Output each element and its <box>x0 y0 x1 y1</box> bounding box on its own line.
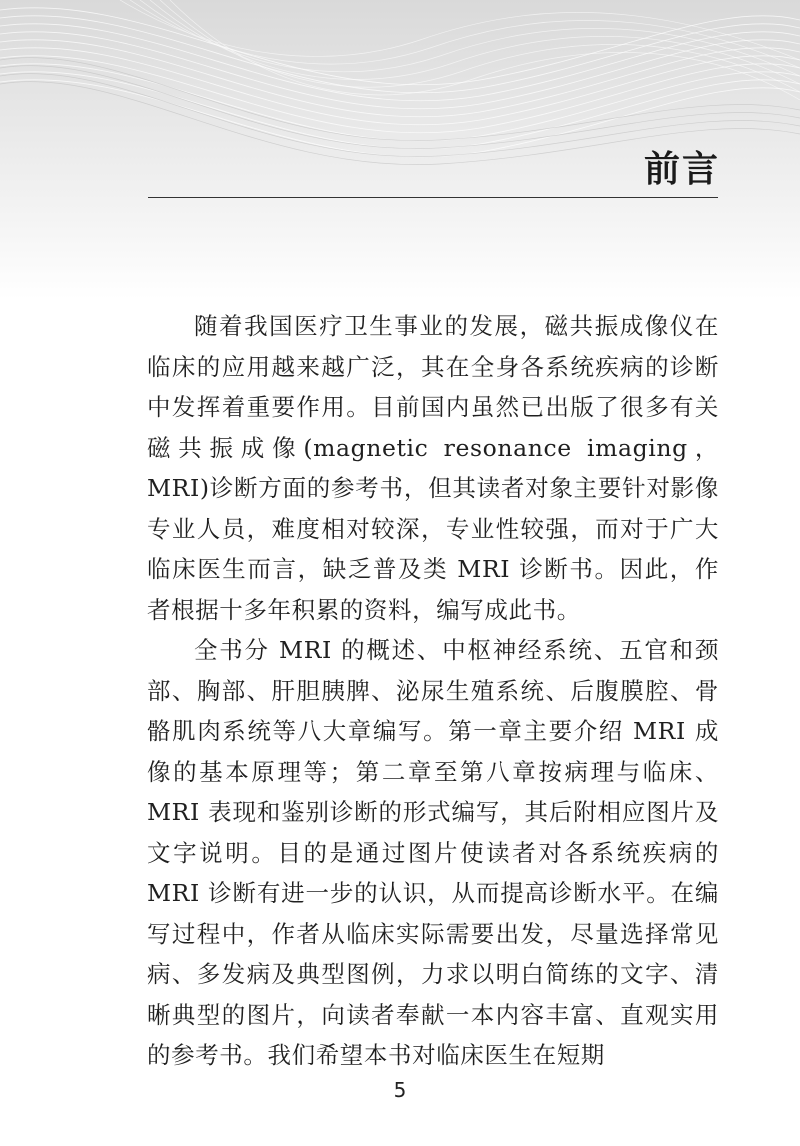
title-underline <box>148 197 718 198</box>
paragraph: 随着我国医疗卫生事业的发展，磁共振成像仪在临床的应用越来越广泛，其在全身各系统疾病的诊断中发挥着重要作用。目前国内虽然已出版了很多有关磁共振成像(magnetic resonance imaging，MRI)诊断方面的参考书，但其读者对象主要针对影像专业人员，难度相对较深，专业性较强，而对于广大临床医生而言，缺乏普及类 MRI 诊断书。因此，作者根据十多年积累的资料，编写成此书。 <box>147 312 719 624</box>
preface-body <box>147 306 719 1076</box>
page-number: 5 <box>393 1078 407 1102</box>
page-title: 前言 <box>643 149 720 190</box>
paragraph: 全书分 MRI 的概述、中枢神经系统、五官和颈部、胸部、肝胆胰脾、泌尿生殖系统、后腹膜腔、骨骼肌肉系统等八大章编写。第一章主要介绍 MRI 成像的基本原理等；第二章至第八章按病理与临床、MRI 表现和鉴别诊断的形式编写，其后附相应图片及文字说明。目的是通过图片使读者对各系统疾病的 MRI 诊断有进一步的认识，从而提高诊断水平。在编写过程中，作者从临床实际需要出发，尽量选择常见病、多发病及典型图例，力求以明白简练的文字、清晰典型的图片，向读者奉献一本内容丰富、直观实用的参考书。我们希望本书对临床医生在短期 <box>147 636 719 1069</box>
